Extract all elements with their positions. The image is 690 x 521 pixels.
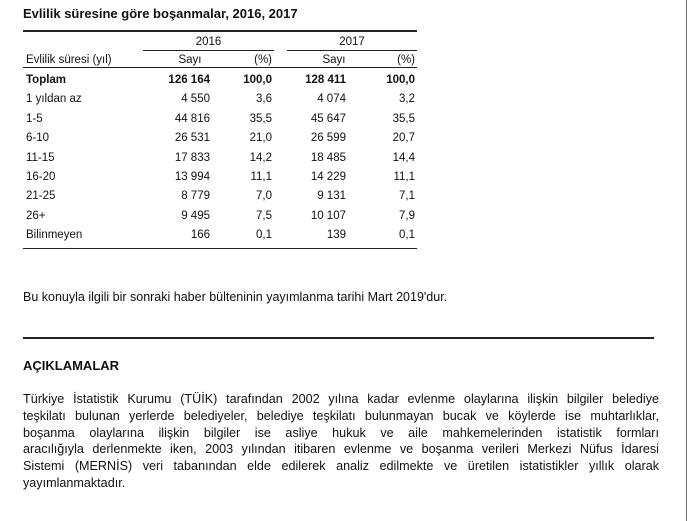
year-header-2017: 2017 [339,36,365,48]
table-cell-count-2016: 126 164 [168,74,210,86]
table-row-label: 16-20 [26,171,56,183]
explanations-line: Sistemi (MERNİS) veri tabanından elde edilerek analiz edilmekte ve üretilen istatistikler yıllık olarak [23,459,659,474]
table-cell-pct-2016: 100,0 [243,74,272,86]
table-cell-pct-2016: 21,0 [249,132,272,144]
table-cell-count-2016: 17 833 [174,152,210,164]
explanations-line: Türkiye İstatistik Kurumu (TÜİK) tarafından 2002 yılına kadar evlenme olaylarına ilişkin bilgiler belediye [23,392,659,406]
table-cell-pct-2016: 7,0 [256,190,272,202]
table-cell-count-2017: 18 485 [310,152,346,164]
explanations-line: yayımlanmaktadır. [23,475,126,490]
table-cell-pct-2017: 3,2 [399,93,415,105]
table-title: Evlilik süresine göre boşanmalar, 2016, 2017 [23,6,298,21]
table-cell-pct-2017: 7,9 [399,210,415,222]
explanations-paragraph [23,391,659,492]
table-bottom-rule [23,248,417,249]
table-cell-count-2017: 26 599 [310,132,346,144]
table-cell-count-2017: 45 647 [310,113,346,125]
table-cell-count-2016: 4 550 [181,93,210,105]
table-cell-count-2017: 4 074 [317,93,346,105]
page-right-border [686,0,687,521]
table-cell-count-2017: 10 107 [310,210,346,222]
table-row-label: 1-5 [26,113,43,125]
column-header-pct-2016: (%) [254,54,272,66]
explanations-line: aracılığıyla derlenmekte iken, 2003 yılından itibaren evlenme ve boşanma verileri Merkezi Nüfus İdaresi [23,442,659,457]
table-cell-count-2016: 9 495 [181,210,210,222]
year-2016-underline [143,50,274,51]
table-cell-count-2017: 14 229 [310,171,346,183]
table-cell-pct-2017: 0,1 [399,229,415,241]
table-row-label: 1 yıldan az [26,93,82,105]
table-row-label: 26+ [26,210,46,222]
table-cell-count-2017: 128 411 [305,74,346,86]
column-header-pct-2017: (%) [397,54,415,66]
table-cell-pct-2017: 11,1 [393,171,415,183]
table-cell-pct-2016: 0,1 [256,229,272,241]
table-cell-count-2016: 166 [190,229,210,241]
table-cell-pct-2017: 100,0 [386,74,415,86]
explanations-heading: AÇIKLAMALAR [23,358,120,373]
table-row-label: Toplam [26,74,67,86]
explanations-line: teşkilatı bulunan yerlerde belediyeler, belediye teşkilatı bulunmayan bucak ve köylerde ise muhtarlıklar, [23,408,659,423]
table-cell-pct-2016: 35,5 [249,113,272,125]
year-2017-underline [287,50,417,51]
table-cell-pct-2017: 20,7 [392,132,415,144]
table-row-label: 6-10 [26,132,50,144]
table-cell-pct-2017: 7,1 [399,190,415,202]
table-cell-count-2016: 26 531 [174,132,210,144]
table-top-rule [23,30,417,32]
table-cell-count-2016: 8 779 [181,190,210,202]
table-row-label: 21-25 [26,190,56,202]
table-cell-pct-2016: 7,5 [256,210,272,222]
table-cell-pct-2016: 3,6 [256,93,272,105]
year-header-2016: 2016 [195,36,222,48]
explanations-line: boşanma olaylarına ilişkin bilgiler ise asliye hukuk ve aile mahkemelerinden istatistik formları [23,425,659,440]
table-cell-pct-2016: 14,2 [249,152,272,164]
section-separator [23,337,654,339]
table-row-label: Bilinmeyen [26,229,83,241]
table-cell-count-2017: 9 131 [317,190,346,202]
table-cell-pct-2017: 14,4 [392,152,415,164]
table-cell-count-2016: 13 994 [174,171,210,183]
table-cell-pct-2016: 11,1 [250,171,272,183]
table-cell-pct-2017: 35,5 [392,113,415,125]
column-header-count-2017: Sayı [322,54,346,66]
table-cell-count-2016: 44 816 [174,113,210,125]
table-row-label: 11-15 [26,152,55,164]
column-header-duration: Evlilik süresi (yıl) [26,54,112,66]
column-header-count-2016: Sayı [178,54,202,66]
header-bottom-rule [23,67,417,68]
table-cell-count-2017: 139 [326,229,346,241]
next-bulletin-note: Bu konuyla ilgili bir sonraki haber bülteninin yayımlanma tarihi Mart 2019'dur. [23,290,448,304]
